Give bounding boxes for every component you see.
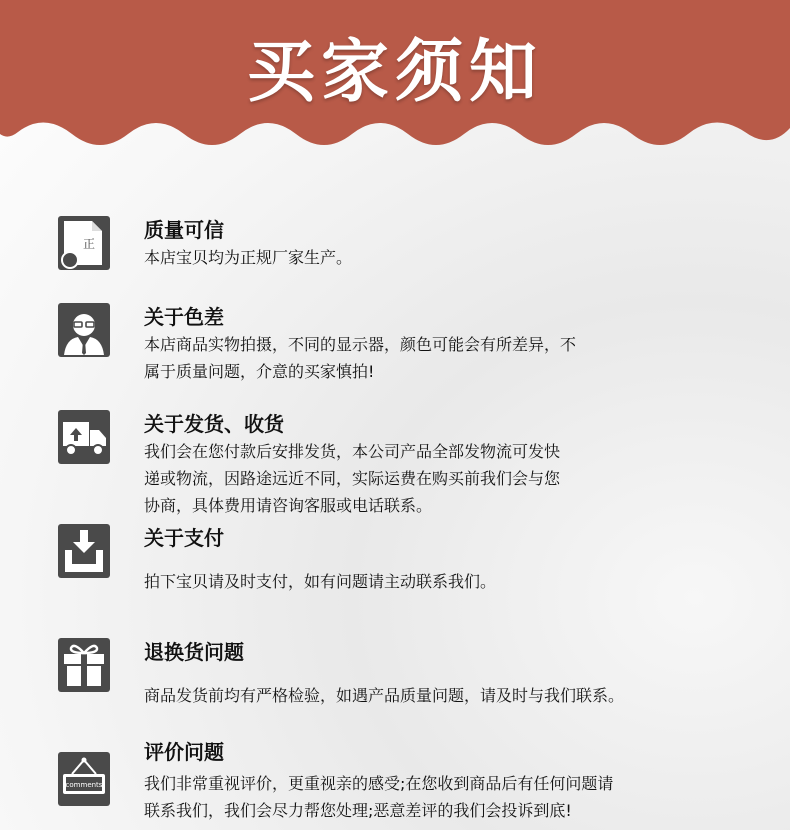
item-line: 协商，具体费用请咨询客服或电话联系。 [144,496,433,515]
comments-sign-icon [58,752,110,806]
item-line: 拍下宝贝请及时支付，如有问题请主动联系我们。 [144,572,497,591]
person-glasses-icon [58,303,110,357]
item-title: 关于色差 [144,305,224,329]
document-icon-text: 正 [82,237,96,251]
item-line: 递或物流，因路途远近不同，实际运费在购买前我们会与您 [144,469,561,488]
item-title: 退换货问题 [144,640,244,664]
gift-box-icon [58,638,110,692]
item-line: 我们非常重视评价，更重视亲的感受;在您收到商品后有任何问题请 [144,774,614,793]
item-title: 关于发货、收货 [144,412,284,436]
item-title: 质量可信 [144,218,224,242]
document-icon [58,216,110,270]
truck-icon [58,410,110,464]
page-title: 买家须知 [246,33,543,112]
header-banner [0,0,790,165]
item-line: 本店商品实物拍摄，不同的显示器，颜色可能会有所差异，不 [144,335,577,354]
item-line: 我们会在您付款后安排发货，本公司产品全部发物流可发快 [144,442,561,461]
item-line: 商品发货前均有严格检验，如遇产品质量问题，请及时与我们联系。 [144,686,625,705]
item-line: 本店宝贝均为正规厂家生产。 [144,248,353,267]
item-line: 联系我们，我们会尽力帮您处理;恶意差评的我们会投诉到底! [144,801,572,820]
item-line: 属于质量问题，介意的买家慎拍! [144,362,375,381]
download-tray-icon [58,524,110,578]
item-title: 评价问题 [144,740,224,764]
item-title: 关于支付 [144,526,224,550]
comments-sign-text: comments [65,781,103,789]
